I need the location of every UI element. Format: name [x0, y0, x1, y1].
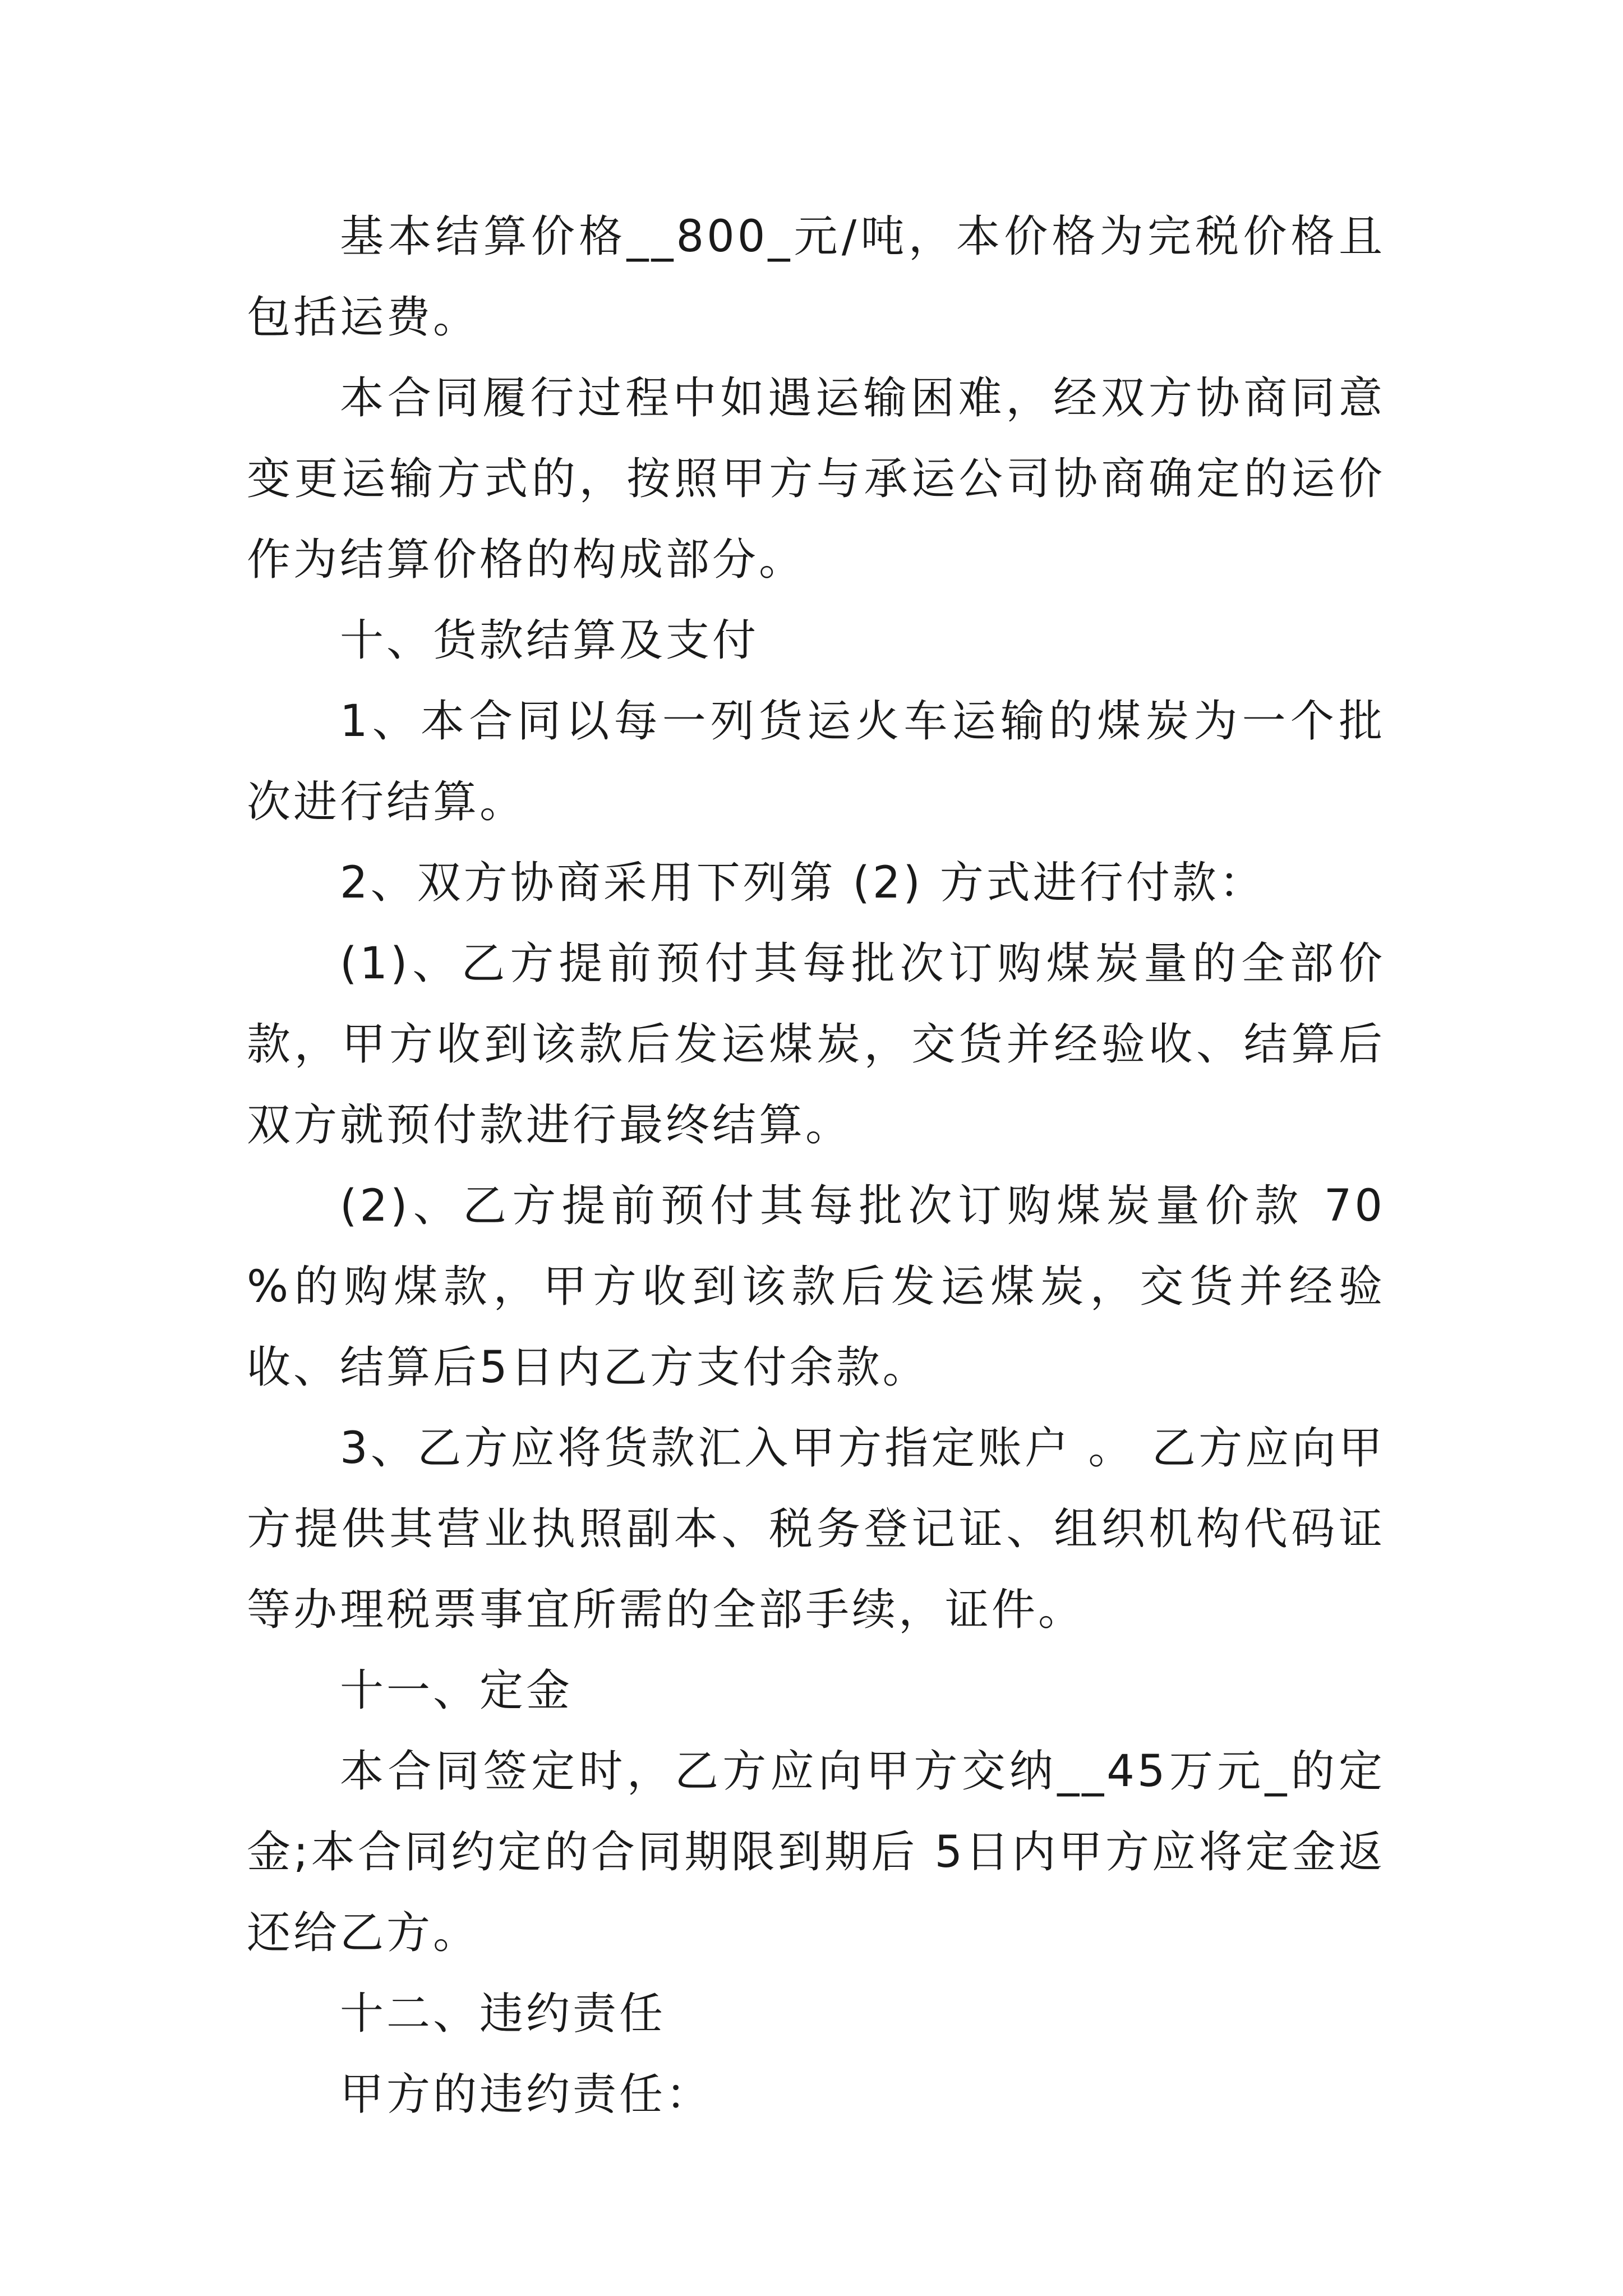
paragraph-batch-settlement: 1、本合同以每一列货运火车运输的煤炭为一个批次进行结算。 — [247, 696, 1385, 827]
paragraph-option-2: (2)、乙方提前预付其每批次订购煤炭量价款 70 %的购煤款，甲方收到该款后发运煤炭，交货并经验收、结算后5日内乙方支付余款。 — [247, 1181, 1385, 1393]
paragraph-settlement-price: 基本结算价格__800_元/吨，本价格为完税价格且包括运费。 — [247, 211, 1385, 343]
paragraph-payment-method: 2、双方协商采用下列第 (2) 方式进行付款： — [340, 858, 1266, 908]
document-body — [247, 196, 1385, 2135]
paragraph-deposit: 本合同签定时，乙方应向甲方交纳__45万元_的定金;本合同约定的合同期限到期后 5日内甲方应将定金返还给乙方。 — [247, 1746, 1385, 1958]
paragraph-party-a-liability: 甲方的违约责任： — [340, 2069, 713, 2120]
section-heading-liability: 十二、违约责任 — [340, 1989, 666, 2039]
paragraph-option-1: (1)、乙方提前预付其每批次订购煤炭量的全部价款，甲方收到该款后发运煤炭，交货并经验收、结算后双方就预付款进行最终结算。 — [247, 938, 1385, 1151]
paragraph-transport-change: 本合同履行过程中如遇运输困难，经双方协商同意变更运输方式的，按照甲方与承运公司协商确定的运价作为结算价格的构成部分。 — [247, 373, 1385, 585]
paragraph-account-documents: 3、乙方应将货款汇入甲方指定账户 。 乙方应向甲方提供其营业执照副本、税务登记证、组织机构代码证等办理税票事宜所需的全部手续，证件。 — [247, 1423, 1385, 1635]
section-heading-deposit: 十一、定金 — [340, 1665, 573, 1716]
section-heading-payment: 十、货款结算及支付 — [340, 615, 759, 666]
